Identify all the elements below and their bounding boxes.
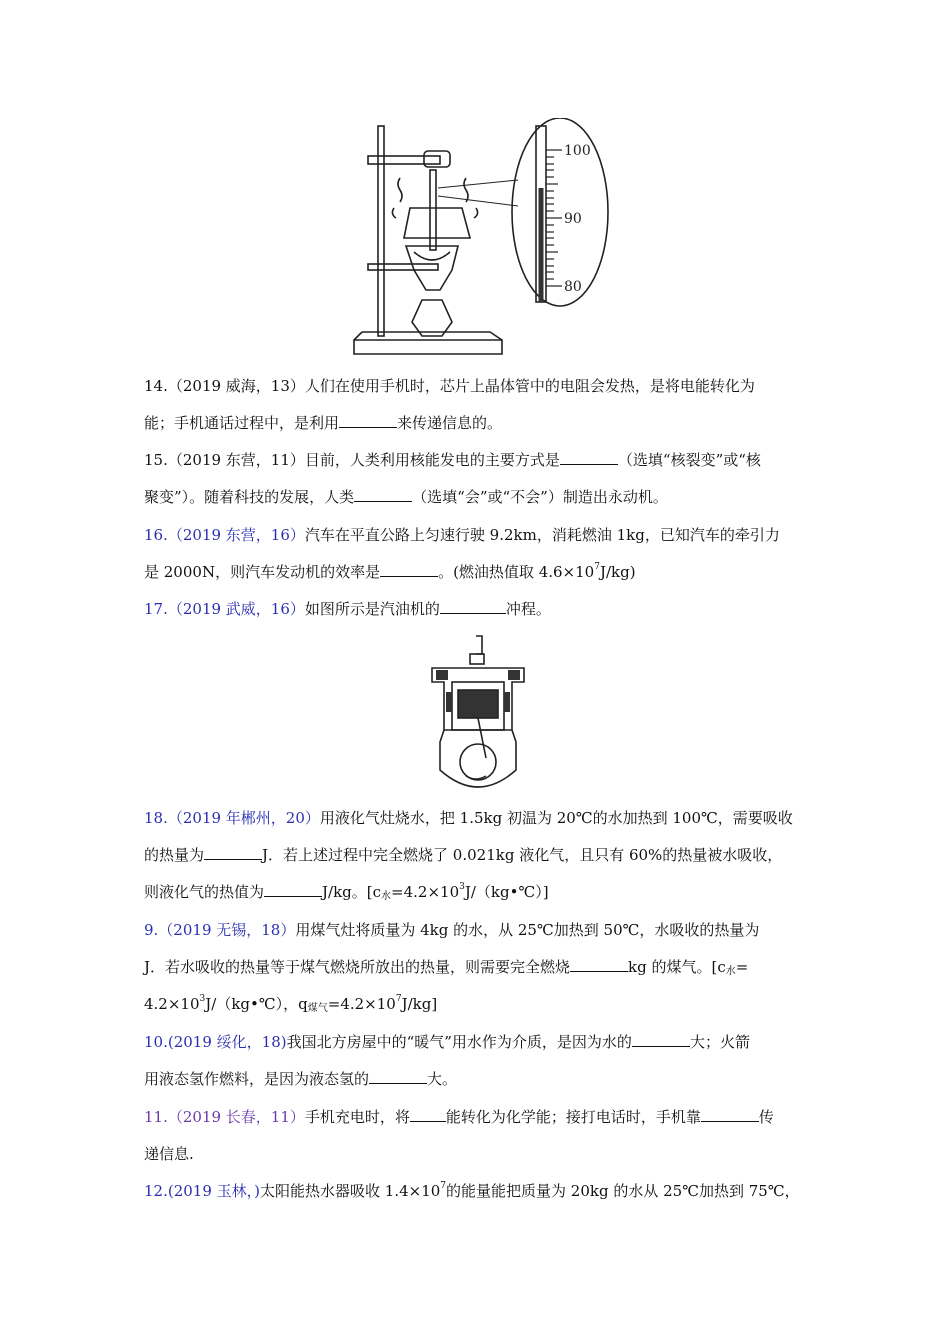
answer-blank[interactable]: [701, 1107, 759, 1122]
question-prefix: 12.(2019 玉林，): [144, 1182, 261, 1200]
answer-blank[interactable]: [440, 599, 506, 614]
answer-blank[interactable]: [632, 1032, 690, 1047]
question-prefix: 9.（2019 无锡，18）: [144, 921, 296, 939]
question-prefix: 18.（2019 年郴州，20）: [144, 809, 320, 827]
question-11: 11.（2019 长春，11）手机充电时，将 能转化为化学能；接打电话时，手机靠 传 递信息.: [144, 1108, 774, 1163]
answer-blank[interactable]: [339, 413, 397, 428]
question-prefix: 17.（2019 武威，16）: [144, 600, 305, 618]
question-prefix: 14.（2019 威海，13）: [144, 377, 305, 395]
answer-blank[interactable]: [204, 845, 262, 860]
question-16: 16.（2019 东营，16）汽车在平直公路上匀速行驶 9.2km，消耗燃油 1kg，已知汽车的牵引力 是 2000N，则汽车发动机的效率是 。(燃油热值取 $4.6\times 10^7J/kg$): [144, 526, 780, 581]
question-14: 14.（2019 威海，13）人们在使用手机时，芯片上晶体管中的电阻会发热，是将电能转化为 能；手机通话过程中，是利用 来传递信息的。: [144, 377, 755, 432]
engine-figure: [426, 634, 530, 794]
answer-blank[interactable]: [354, 487, 412, 502]
question-15: 15.（2019 东营，11）目前，人类利用核能发电的主要方式是 （选填“核裂变”或“核 聚变”）。随着科技的发展，人类 （选填“会”或“不会”）制造出永动机。: [144, 451, 761, 506]
question-prefix: 15.（2019 东营，11）: [144, 451, 305, 469]
scale-label-90: 90: [564, 211, 582, 227]
experiment-figure: [340, 118, 612, 366]
answer-blank[interactable]: [560, 450, 618, 465]
answer-blank[interactable]: [264, 882, 322, 897]
question-18: 18.（2019 年郴州，20）用液化气灶烧水，把 1.5kg 初温为 20℃的水加热到 100℃，需要吸收 的热量为 J．若上述过程中完全燃烧了 0.021kg 液化气，且只有 60%的热量被水吸收， 则液化气的热值为 J/kg。$[c_水=4.2\times 10^3J/(kg•℃)]$: [144, 809, 793, 902]
answer-blank[interactable]: [380, 562, 438, 577]
scale-label-80: 80: [564, 279, 582, 295]
answer-blank[interactable]: [410, 1107, 446, 1122]
scale-label-100: 100: [564, 143, 591, 159]
answer-blank[interactable]: [570, 957, 628, 972]
question-9: 9.（2019 无锡，18）用煤气灶将质量为 4kg 的水，从 25℃加热到 50℃，水吸收的热量为 J．若水吸收的热量等于煤气燃烧所放出的热量，则需要完全燃烧 kg 的煤气。[$c_水=$ $4.2\times 10^3J/(kg•℃)$，$q_{煤气}=4.2\times 10^7J/kg$]: [144, 921, 760, 1014]
question-12: 12.(2019 玉林，)太阳能热水器吸收 $1.4\times 10^7$的能量能把质量为 20kg 的水从 25℃加热到 75℃，: [144, 1181, 800, 1200]
question-prefix: 10.(2019 绥化，18): [144, 1033, 287, 1051]
question-prefix: 16.（2019 东营，16）: [144, 526, 305, 544]
question-10: 10.(2019 绥化，18)我国北方房屋中的“暖气”用水作为介质，是因为水的 大；火箭 用液态氢作燃料，是因为液态氢的 大。: [144, 1033, 750, 1088]
question-17: 17.（2019 武威，16）如图所示是汽油机的 冲程。: [144, 600, 551, 618]
question-prefix: 11.（2019 长春，11）: [144, 1108, 305, 1126]
answer-blank[interactable]: [369, 1069, 427, 1084]
